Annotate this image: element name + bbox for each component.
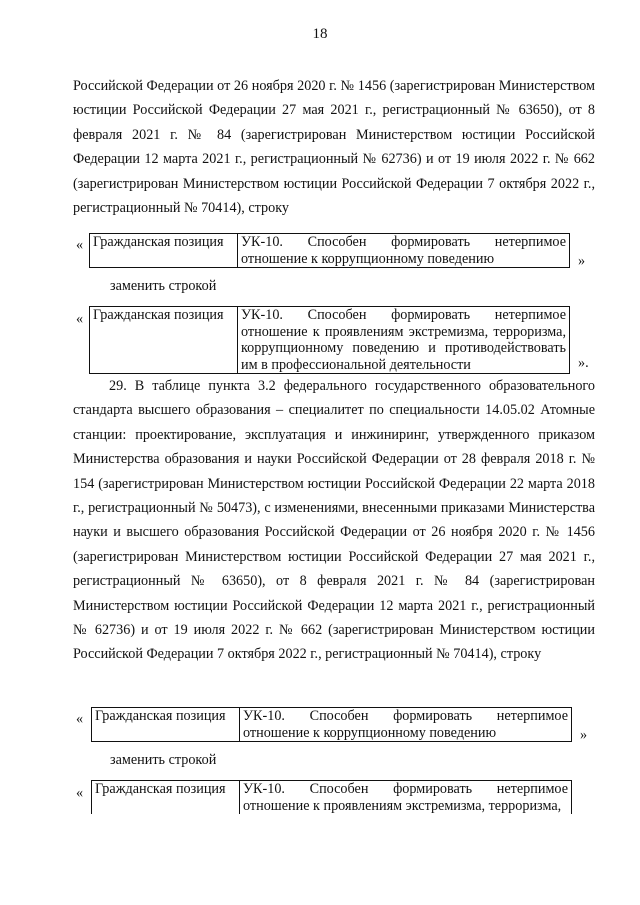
competence-cell [240, 781, 572, 815]
table-row [92, 781, 572, 815]
competence-cell [238, 307, 570, 374]
competence-line: УК-10. Способен формировать нетерпимое [243, 781, 568, 797]
competence-line: УК-10. Способен формировать нетерпимое [243, 708, 568, 724]
paragraph-amendments-continuation: Российской Федерации от 26 ноября 2020 г. № 1456 (зарегистрирован Министерством юстиции Российской Федерации 27 мая 2021 г., регистрационный № 63650), от 8 февраля 2021 г. № 84 (зарегистрирован Министерством юстиции Российской Федерации 12 марта 2021 г., регистрационный № 62736) и от 19 июля 2022 г. № 662 (зарегистрирован Министерством юстиции Российской Федерации 7 октября 2022 г., регистрационный № 70414), строку [73, 78, 595, 217]
table-row [90, 234, 570, 268]
position-cell: Гражданская позиция [92, 708, 240, 742]
competence-line: УК-10. Способен формировать нетерпимое [241, 234, 566, 250]
position-cell: Гражданская позиция [92, 781, 240, 815]
quote-open: « [76, 711, 84, 727]
competence-text: отношение к проявлениям экстремизма, терроризма, коррупционному поведению и противодействовать им в профессиональной деятельности [241, 323, 566, 373]
paragraph-item-29: 29. В таблице пункта 3.2 федерального государственного образовательного стандарта высшего образования – специалитет по специальности 14.05.02 Атомные станции: проектирование, эксплуатация и инжиниринг, утвержденного приказом Министерства образования и науки Российской Федерации от 28 февраля 2018 г. № 154 (зарегистрирован Министерством юстиции Российской Федерации 22 марта 2018 г., регистрационный № 50473), с изменениями, внесенными приказами Министерства науки и высшего образования Российской Федерации от 26 ноября 2020 г. № 1456 (зарегистрирован Министерством юстиции Российской Федерации 27 мая 2021 г., регистрационный № 63650), от 8 февраля 2021 г. № 84 (зарегистрирован Министерством юстиции Российской Федерации 12 марта 2021 г., регистрационный № 62736) и от 19 июля 2022 г. № 662 (зарегистрирован Министерством юстиции Российской Федерации 7 октября 2022 г., регистрационный № 70414), строку [73, 378, 595, 663]
quote-close: » [578, 253, 586, 269]
table-row [90, 307, 570, 374]
competence-cell [240, 708, 572, 742]
new-row-table-2 [91, 780, 572, 814]
replace-label: заменить строкой [110, 278, 217, 294]
replace-label: заменить строкой [110, 752, 217, 768]
competence-cell [238, 234, 570, 268]
quote-close: » [580, 727, 588, 743]
position-cell: Гражданская позиция [90, 234, 238, 268]
competence-text: отношение к коррупционному поведению [241, 250, 495, 267]
competence-line: УК-10. Способен формировать нетерпимое [241, 307, 566, 323]
competence-text: отношение к проявлениям экстремизма, терроризма, [243, 797, 562, 814]
old-row-table-1 [89, 233, 570, 268]
competence-text: отношение к коррупционному поведению [243, 724, 497, 741]
quote-open: « [76, 311, 84, 327]
quote-open: « [76, 785, 84, 801]
table-row [92, 708, 572, 742]
position-cell: Гражданская позиция [90, 307, 238, 374]
new-row-table-1 [89, 306, 570, 374]
quote-close-period: ». [578, 355, 589, 371]
page-number: 18 [312, 26, 328, 42]
old-row-table-2 [91, 707, 572, 742]
quote-open: « [76, 237, 84, 253]
